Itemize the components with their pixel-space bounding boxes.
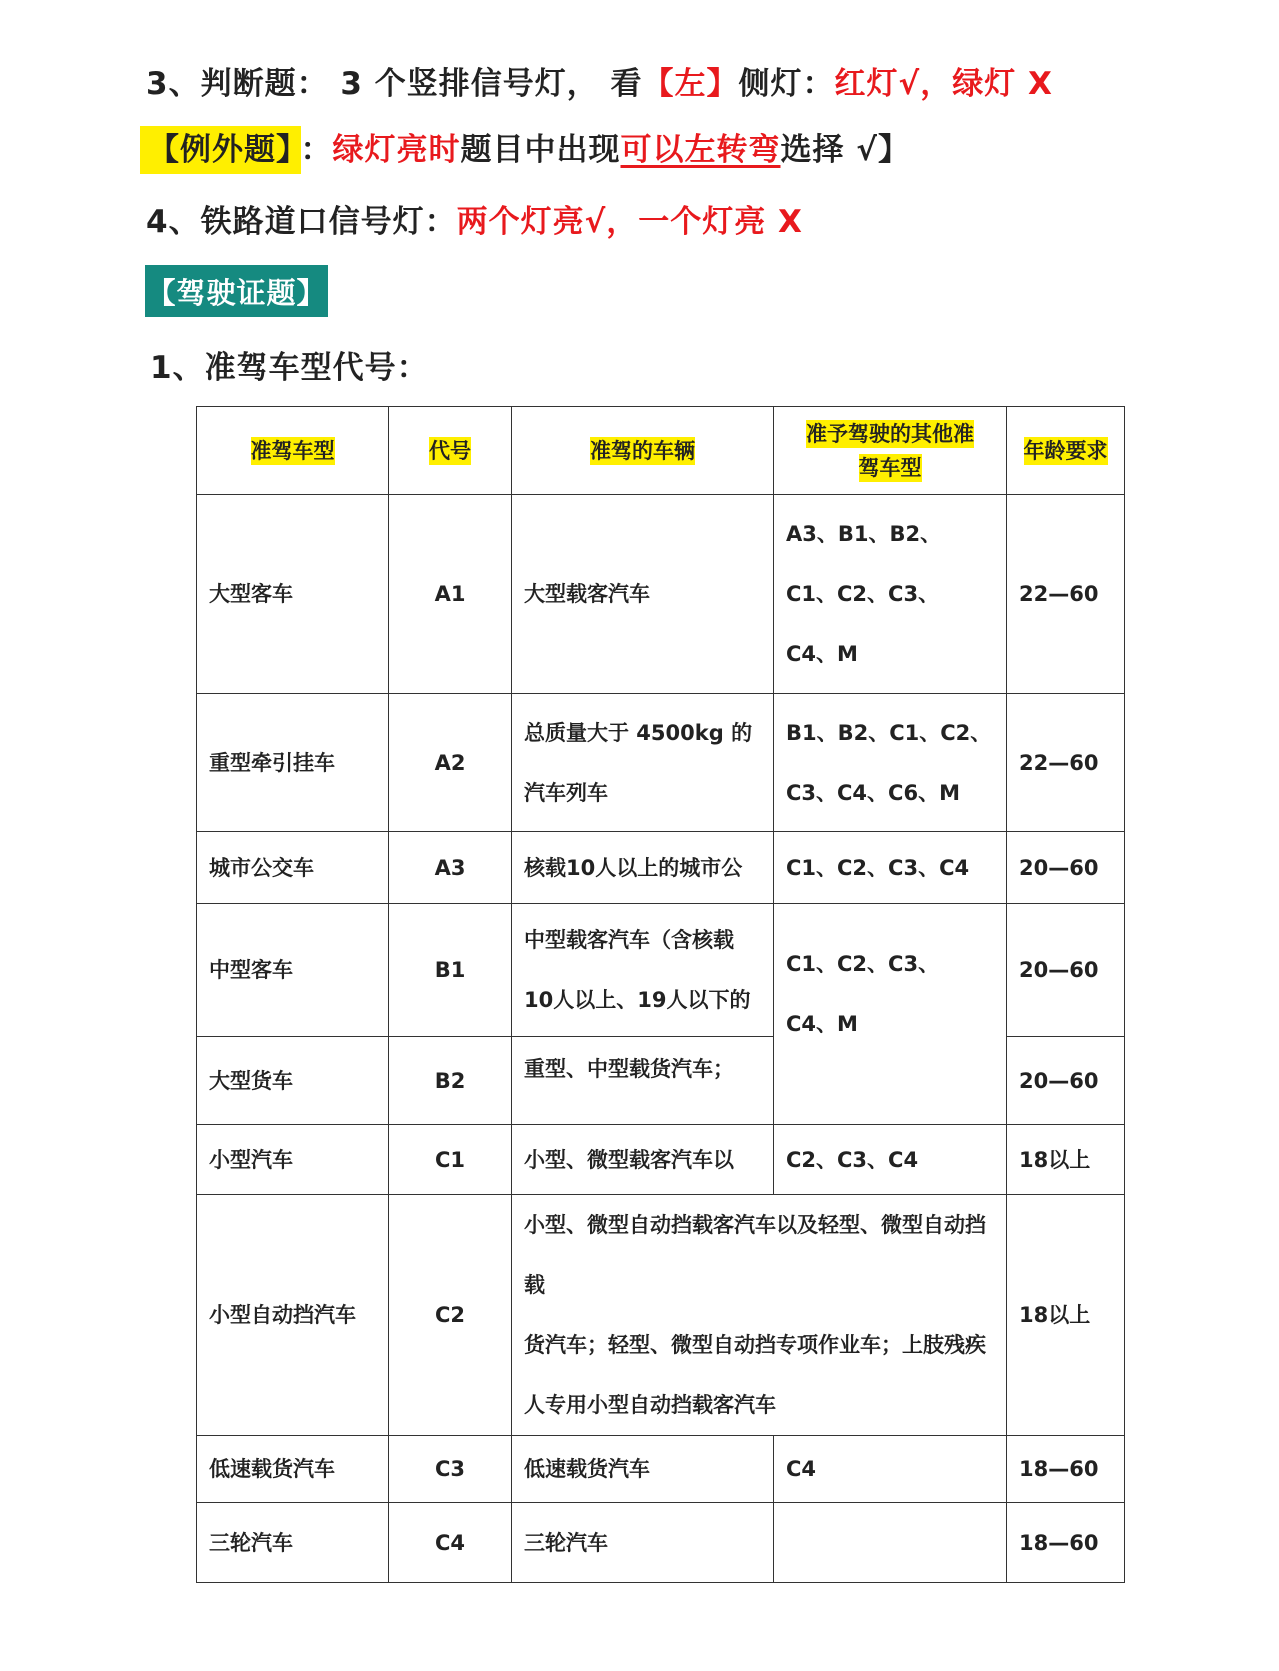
others-line: C1、C2、C3、 xyxy=(786,582,940,606)
cell-others xyxy=(774,694,1007,832)
exception-line xyxy=(140,124,910,169)
table-row xyxy=(197,832,1125,904)
cell-vehicle: 小型、微型载客汽车以 xyxy=(512,1125,774,1195)
q4-line xyxy=(146,196,803,241)
cell-age: 18—60 xyxy=(1007,1503,1125,1583)
exception-green-on: 绿灯亮时 xyxy=(332,132,461,168)
cell-code: A1 xyxy=(389,495,512,694)
header-vehicle: 准驾的车辆 xyxy=(512,407,774,495)
cell-type: 重型牵引挂车 xyxy=(197,694,389,832)
cell-code: C4 xyxy=(389,1503,512,1583)
cell-code: C2 xyxy=(389,1195,512,1436)
vehicle-line: 货汽车；轻型、微型自动挡专项作业车；上肢残疾 xyxy=(524,1333,986,1357)
cell-type: 三轮汽车 xyxy=(197,1503,389,1583)
cell-others-shared xyxy=(774,904,1007,1125)
vehicle-line: 人专用小型自动挡载客汽车 xyxy=(524,1393,776,1417)
cell-code: A2 xyxy=(389,694,512,832)
exception-mid: 题目中出现 xyxy=(460,132,621,168)
exception-tag: 【例外题】 xyxy=(140,126,301,174)
cell-type: 大型客车 xyxy=(197,495,389,694)
exception-colon: ： xyxy=(300,132,333,168)
cell-code: B1 xyxy=(389,904,512,1037)
others-line: C3、C4、C6、M xyxy=(786,780,960,805)
others-line: C4、M xyxy=(786,1012,858,1036)
cell-age: 18以上 xyxy=(1007,1195,1125,1436)
table-row xyxy=(197,1436,1125,1503)
cell-code: B2 xyxy=(389,1037,512,1125)
vehicle-line: 中型载客汽车（含核载 xyxy=(524,928,734,952)
others-line: C4、M xyxy=(786,642,858,666)
cell-code: C3 xyxy=(389,1436,512,1503)
table-row xyxy=(197,1195,1125,1436)
header-type: 准驾车型 xyxy=(197,407,389,495)
table-header-row xyxy=(197,407,1125,495)
others-line: C1、C2、C3、 xyxy=(786,952,940,976)
header-others: 准予驾驶的其他准 驾车型 xyxy=(774,407,1007,495)
vehicle-line: 10人以上、19人以下的 xyxy=(524,988,751,1012)
cell-others xyxy=(774,1503,1007,1583)
table-row xyxy=(197,904,1125,1037)
cell-vehicle: 核载10人以上的城市公 xyxy=(512,832,774,904)
cell-type: 低速载货汽车 xyxy=(197,1436,389,1503)
cell-type: 小型自动挡汽车 xyxy=(197,1195,389,1436)
cell-vehicle-wide xyxy=(512,1195,1007,1436)
q4-two: 两个灯亮√， xyxy=(456,204,639,240)
table-row xyxy=(197,694,1125,832)
cell-others: C4 xyxy=(774,1436,1007,1503)
cell-code: C1 xyxy=(389,1125,512,1195)
others-line: A3、B1、B2、 xyxy=(786,522,942,546)
q3-mid: 侧灯： xyxy=(738,66,835,102)
exception-end: 选择 √】 xyxy=(780,132,910,168)
cell-age: 22—60 xyxy=(1007,694,1125,832)
exception-left-turn: 可以左转弯 xyxy=(620,132,781,168)
cell-vehicle: 三轮汽车 xyxy=(512,1503,774,1583)
vehicle-line: 小型、微型自动挡载客汽车以及轻型、微型自动挡载 xyxy=(524,1213,986,1297)
vehicle-line: 汽车列车 xyxy=(524,780,608,805)
table-row xyxy=(197,1125,1125,1195)
q3-green-light: 绿灯 X xyxy=(952,66,1053,102)
cell-others: C2、C3、C4 xyxy=(774,1125,1007,1195)
cell-vehicle: 重型、中型载货汽车； xyxy=(512,1037,774,1125)
subtitle: 1、准驾车型代号： xyxy=(150,350,429,386)
cell-age: 20—60 xyxy=(1007,904,1125,1037)
cell-others xyxy=(774,495,1007,694)
cell-vehicle: 大型载客汽车 xyxy=(512,495,774,694)
cell-age: 18以上 xyxy=(1007,1125,1125,1195)
section-badge: 【驾驶证题】 xyxy=(145,265,328,317)
cell-vehicle xyxy=(512,904,774,1037)
cell-age: 18—60 xyxy=(1007,1436,1125,1503)
q3-line xyxy=(146,58,1053,103)
vehicle-line: 总质量大于 4500kg 的 xyxy=(524,720,753,745)
others-line: B1、B2、C1、C2、 xyxy=(786,720,992,745)
header-code: 代号 xyxy=(389,407,512,495)
table-row xyxy=(197,495,1125,694)
q4-one: 一个灯亮 X xyxy=(638,204,803,240)
cell-vehicle xyxy=(512,694,774,832)
q3-red-light: 红灯√， xyxy=(834,66,953,102)
license-code-table xyxy=(196,406,1125,1583)
header-age: 年龄要求 xyxy=(1007,407,1125,495)
cell-age: 20—60 xyxy=(1007,832,1125,904)
cell-others: C1、C2、C3、C4 xyxy=(774,832,1007,904)
q3-prefix: 3、判断题： 3 个竖排信号灯， 看 xyxy=(146,66,643,102)
cell-age: 20—60 xyxy=(1007,1037,1125,1125)
cell-code: A3 xyxy=(389,832,512,904)
q3-left-bracket: 【左】 xyxy=(642,66,739,102)
cell-type: 城市公交车 xyxy=(197,832,389,904)
cell-type: 中型客车 xyxy=(197,904,389,1037)
table-row xyxy=(197,1503,1125,1583)
cell-age: 22—60 xyxy=(1007,495,1125,694)
q4-prefix: 4、铁路道口信号灯： xyxy=(146,204,457,240)
cell-type: 大型货车 xyxy=(197,1037,389,1125)
cell-type: 小型汽车 xyxy=(197,1125,389,1195)
cell-vehicle: 低速载货汽车 xyxy=(512,1436,774,1503)
